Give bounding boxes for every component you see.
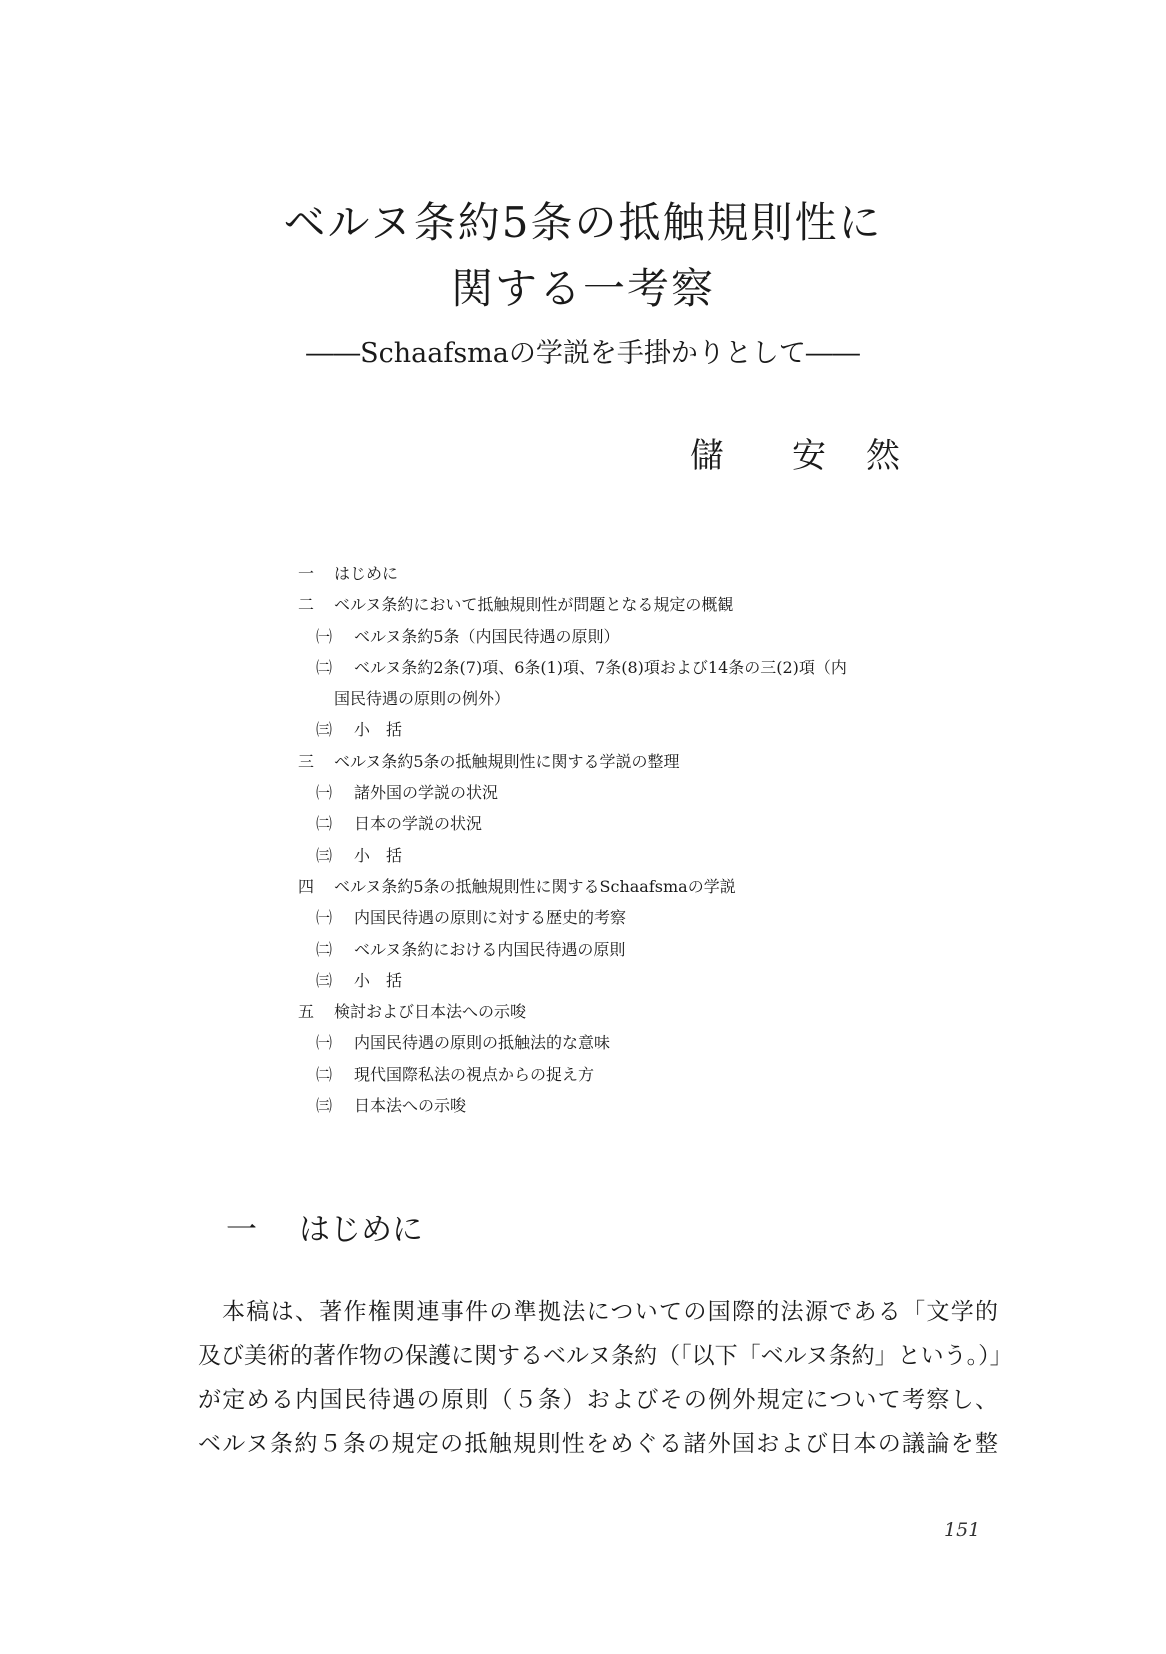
toc-text: ベルヌ条約2条(7)項、6条(1)項、7条(8)項および14条の三(2)項（内	[354, 657, 847, 677]
toc-entry	[298, 1090, 1018, 1121]
toc-entry	[298, 840, 1018, 871]
body-paragraph	[198, 1290, 1013, 1466]
toc-entry	[298, 996, 1018, 1027]
toc-number: ㈡	[316, 814, 333, 834]
toc-text: 現代国際私法の視点からの捉え方	[354, 1064, 595, 1084]
toc-number: ㈠	[316, 908, 333, 928]
table-of-contents	[298, 558, 1018, 1121]
toc-number: ㈢	[316, 720, 333, 740]
toc-entry	[298, 871, 1018, 902]
toc-entry	[298, 589, 1018, 620]
section-title: はじめに	[299, 1212, 423, 1248]
toc-text: 小 括	[354, 970, 403, 990]
toc-entry	[298, 965, 1018, 996]
toc-number: ㈢	[316, 845, 333, 865]
toc-entry	[298, 714, 1018, 745]
toc-number: ㈡	[316, 657, 333, 677]
toc-text: ベルヌ条約5条の抵触規則性に関するSchaafsmaの学説	[334, 876, 736, 896]
page-number: 151	[944, 1519, 981, 1541]
toc-entry	[298, 1027, 1018, 1058]
author-char-2: 安	[792, 436, 826, 476]
toc-number: 二	[298, 595, 315, 615]
toc-number: ㈠	[316, 1033, 333, 1053]
toc-number: 三	[298, 751, 315, 771]
toc-number: 四	[298, 876, 315, 896]
toc-text: 国民待遇の原則の例外）	[334, 689, 511, 709]
body-line: 及び美術的著作物の保護に関するベルヌ条約（「以下「ベルヌ条約」という。）」	[198, 1343, 1013, 1369]
toc-entry	[298, 621, 1018, 652]
toc-text: 諸外国の学説の状況	[354, 783, 499, 803]
toc-entry	[298, 746, 1018, 777]
toc-entry	[298, 808, 1018, 839]
toc-text: ベルヌ条約5条の抵触規則性に関する学説の整理	[334, 751, 680, 771]
toc-number: ㈡	[316, 939, 333, 959]
toc-number: ㈢	[316, 970, 333, 990]
toc-number: 五	[298, 1002, 315, 1022]
toc-text: 内国民待遇の原則の抵触法的な意味	[354, 1033, 611, 1053]
toc-text: 検討および日本法への示唆	[334, 1002, 527, 1022]
toc-text: 内国民待遇の原則に対する歴史的考察	[354, 908, 627, 928]
toc-entry-continuation	[298, 683, 1018, 714]
toc-text: 日本の学説の状況	[354, 814, 483, 834]
toc-number: ㈡	[316, 1064, 333, 1084]
toc-text: 日本法への示唆	[354, 1096, 467, 1116]
title-line-2: 関する一考察	[450, 264, 715, 313]
author-char-1: 儲	[690, 436, 724, 476]
toc-text: ベルヌ条約における内国民待遇の原則	[354, 939, 626, 959]
toc-number: ㈢	[316, 1096, 333, 1116]
section-number: 一	[226, 1212, 257, 1248]
toc-entry	[298, 558, 1018, 589]
author-name	[690, 432, 900, 480]
toc-text: はじめに	[334, 564, 399, 583]
toc-number: ㈠	[316, 783, 333, 803]
toc-text: ベルヌ条約5条（内国民待遇の原則）	[354, 626, 620, 646]
author-char-3: 然	[866, 436, 900, 476]
toc-text: 小 括	[354, 845, 403, 865]
toc-entry	[298, 934, 1018, 965]
body-line: 本稿は、著作権関連事件の準拠法についての国際的法源である「文学的	[222, 1299, 998, 1325]
toc-number: 一	[298, 564, 315, 583]
toc-text: 小 括	[354, 720, 403, 740]
toc-entry	[298, 1059, 1018, 1090]
toc-number: ㈠	[316, 626, 333, 646]
article-subtitle: ――Schaafsmaの学説を手掛かりとして――	[306, 338, 860, 369]
section-heading	[226, 1208, 423, 1252]
title-line-1: ベルヌ条約5条の抵触規則性に	[283, 198, 883, 247]
toc-entry	[298, 777, 1018, 808]
toc-text: ベルヌ条約において抵触規則性が問題となる規定の概観	[334, 595, 734, 615]
article-title	[0, 190, 1166, 322]
body-line: ベルヌ条約５条の規定の抵触規則性をめぐる諸外国および日本の議論を整	[198, 1431, 998, 1457]
body-line: が定める内国民待遇の原則（５条）およびその例外規定について考察し、	[198, 1387, 998, 1413]
toc-entry	[298, 652, 1018, 683]
toc-entry	[298, 902, 1018, 933]
